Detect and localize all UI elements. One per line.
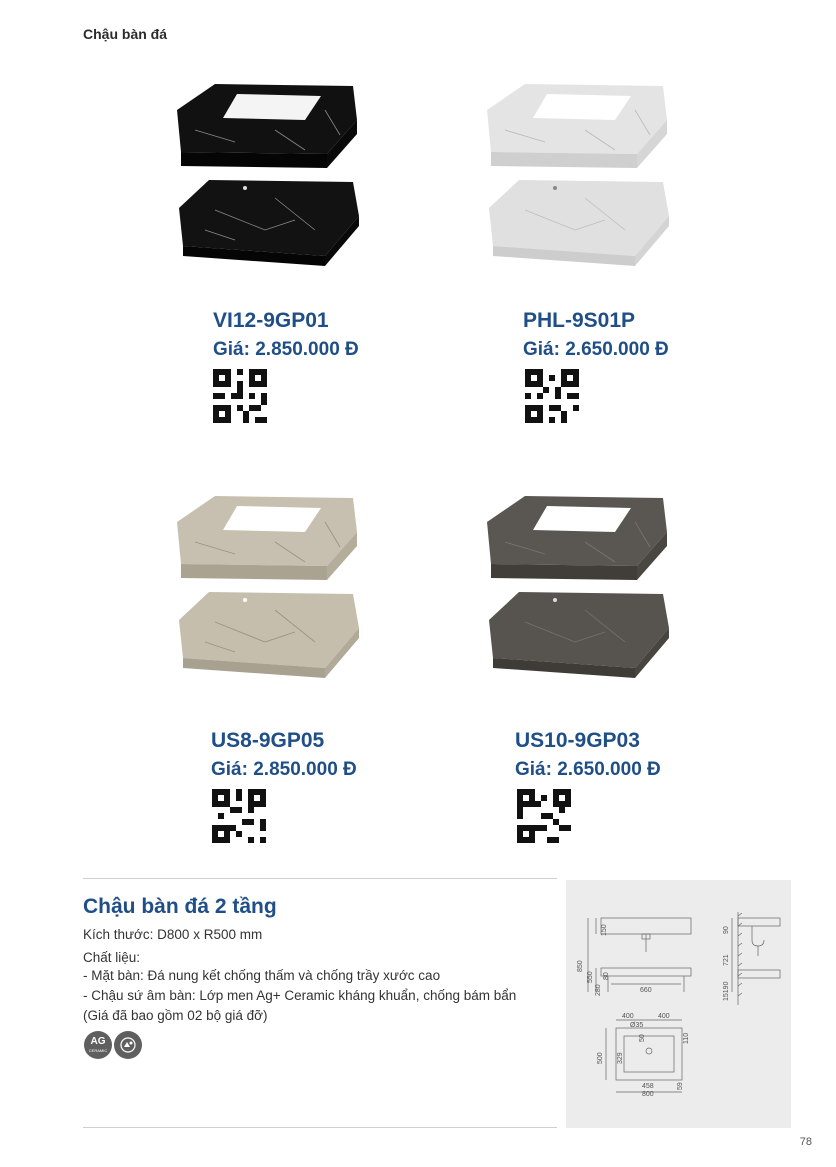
info-title: Chậu bàn đá 2 tầng — [83, 895, 277, 918]
qr-code-icon[interactable] — [212, 789, 266, 843]
page-number: 78 — [799, 1136, 812, 1148]
technical-drawing — [566, 880, 791, 1128]
dim-side-3: 15190 — [723, 981, 730, 1001]
dim-plan-right: 400 — [658, 1013, 670, 1020]
dim-front-top: 150 — [601, 924, 608, 936]
dim-front-shelf: 80 — [603, 972, 610, 980]
product-code: US10-9GP03 — [515, 729, 640, 752]
dim-plan-basin-depth: 329 — [617, 1052, 624, 1064]
info-material-label: Chất liệu: — [83, 950, 141, 965]
product-image — [485, 80, 675, 270]
info-size: Kích thước: D800 x R500 mm — [83, 927, 263, 942]
dim-plan-basin-width: 458 — [642, 1083, 654, 1090]
technical-drawing-panel — [566, 880, 791, 1128]
dim-plan-left: 400 — [622, 1013, 634, 1020]
dim-plan-offset: 59 — [677, 1082, 684, 1090]
product-image — [175, 492, 365, 682]
info-note: (Giá đã bao gồm 02 bộ giá đỡ) — [83, 1008, 268, 1023]
product-image — [175, 80, 365, 270]
dim-plan-d2: 110 — [683, 1032, 690, 1044]
product-code: VI12-9GP01 — [213, 309, 329, 332]
product-price: Giá: 2.850.000 Đ — [211, 759, 357, 780]
dim-front-total: 850 — [577, 960, 584, 972]
product-code: PHL-9S01P — [523, 309, 636, 332]
product-image — [485, 492, 675, 682]
product-price: Giá: 2.650.000 Đ — [523, 339, 669, 360]
dim-front-low: 280 — [595, 984, 602, 996]
badge-subtext: CERAMIC — [88, 1048, 108, 1053]
antibacterial-icon — [114, 1031, 142, 1059]
dim-plan-depth: 500 — [597, 1052, 604, 1064]
dim-plan-total-width: 800 — [642, 1091, 654, 1098]
info-material-1: - Mặt bàn: Đá nung kết chống thấm và chống trầy xước cao — [83, 968, 441, 983]
qr-code-icon[interactable] — [517, 789, 571, 843]
section-divider — [83, 878, 557, 879]
dim-front-width: 660 — [640, 987, 652, 994]
section-label: Chậu bàn đá — [83, 26, 168, 42]
badge-text: AG — [90, 1036, 106, 1047]
dim-side-1: 90 — [723, 926, 730, 934]
product-price: Giá: 2.850.000 Đ — [213, 339, 359, 360]
qr-code-icon[interactable] — [213, 369, 267, 423]
dim-plan-drain: Ø35 — [630, 1022, 644, 1029]
dim-front-mid: 550 — [587, 971, 594, 983]
product-code: US8-9GP05 — [211, 729, 325, 752]
ag-ceramic-badge — [84, 1031, 112, 1059]
bottom-divider — [83, 1127, 557, 1128]
qr-code-icon[interactable] — [525, 369, 579, 423]
info-material-2: - Chậu sứ âm bàn: Lớp men Ag+ Ceramic kháng khuẩn, chống bám bẩn — [83, 988, 517, 1003]
product-price: Giá: 2.650.000 Đ — [515, 759, 661, 780]
dim-plan-d1: 50 — [639, 1034, 646, 1042]
side-view — [732, 912, 780, 1005]
dim-side-2: 721 — [723, 954, 730, 966]
